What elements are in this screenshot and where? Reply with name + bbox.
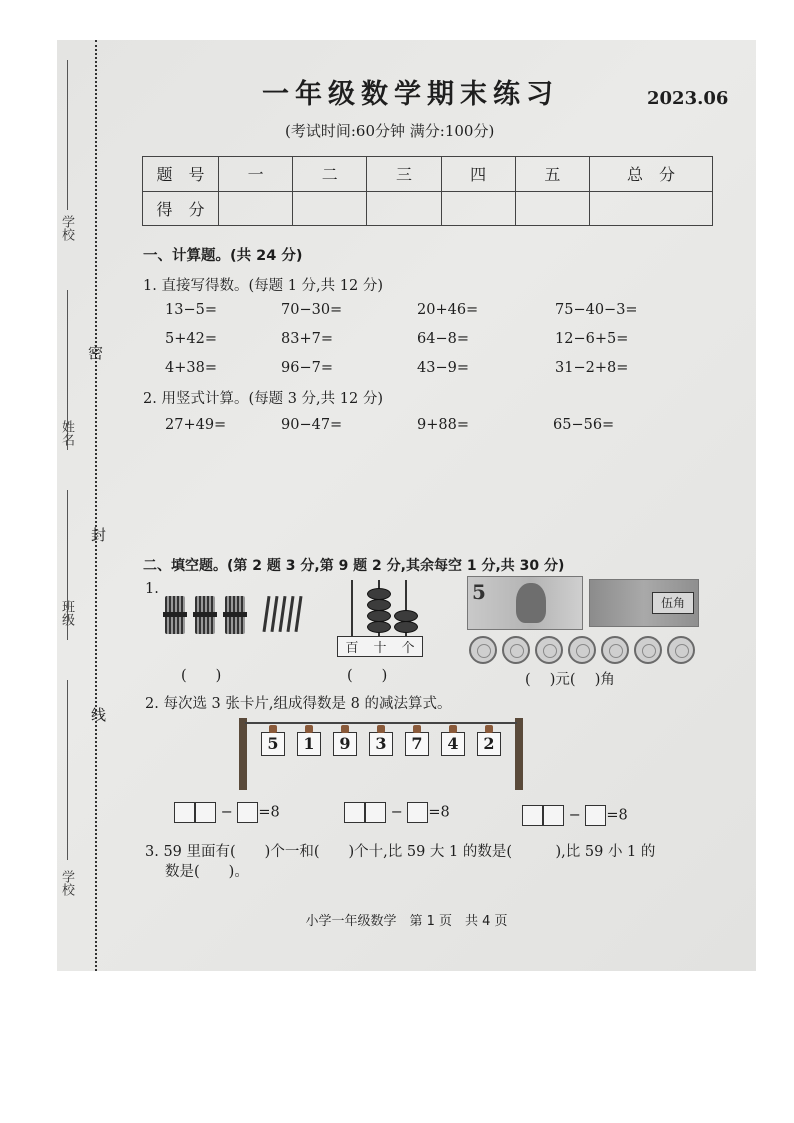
- coins-row: [469, 636, 695, 666]
- score-header-cell: 一: [219, 157, 293, 192]
- section2-q3-line2: 数是( )。: [165, 864, 249, 880]
- margin-field-label: 班级: [59, 600, 74, 626]
- score-input-cell[interactable]: [367, 191, 441, 226]
- calc-item: 64−8=: [417, 331, 469, 347]
- number-card[interactable]: 3: [369, 732, 393, 756]
- subtraction-equation: [174, 802, 280, 823]
- card-row: [261, 732, 511, 756]
- exam-sheet: [57, 40, 756, 971]
- digit-box[interactable]: [365, 802, 386, 823]
- stick-bundle: [165, 596, 185, 634]
- calc-item: 96−7=: [281, 360, 333, 376]
- coin-icon: [469, 636, 497, 664]
- loose-stick: [287, 596, 295, 632]
- seal-char-feng: 封: [91, 526, 107, 544]
- number-card[interactable]: 4: [441, 732, 465, 756]
- calc-item: 70−30=: [281, 302, 343, 318]
- banknote-5-jiao: [589, 579, 699, 627]
- calc-item: 31−2+8=: [555, 360, 629, 376]
- calc-item: 75−40−3=: [555, 302, 638, 318]
- abacus-label-ones: 个: [401, 641, 415, 656]
- answer-blank-abacus[interactable]: ( ): [347, 668, 388, 684]
- counting-sticks-figure: [165, 596, 305, 636]
- number-card[interactable]: 5: [261, 732, 285, 756]
- coin-icon: [634, 636, 662, 664]
- digit-box[interactable]: [344, 802, 365, 823]
- coin-icon: [568, 636, 596, 664]
- score-input-cell[interactable]: [219, 191, 293, 226]
- coin-icon: [667, 636, 695, 664]
- score-table-input-row: [143, 191, 713, 226]
- calc-item: 5+42=: [165, 331, 217, 347]
- calc-item: 4+38=: [165, 360, 217, 376]
- margin-field-label: 学校: [59, 215, 74, 241]
- coin-icon: [535, 636, 563, 664]
- coin-icon: [601, 636, 629, 664]
- seal-char-mi: 密: [88, 344, 104, 362]
- score-header-cell: 三: [367, 157, 441, 192]
- digit-box[interactable]: [543, 805, 564, 826]
- coin-icon: [502, 636, 530, 664]
- card-post: [239, 718, 247, 790]
- loose-stick: [271, 596, 279, 632]
- score-input-cell[interactable]: [515, 191, 589, 226]
- score-header-cell: 四: [441, 157, 515, 192]
- minus-sign: −: [390, 804, 403, 821]
- vertical-calc-item: 27+49=: [165, 417, 227, 433]
- answer-blank-money[interactable]: ( )元( )角: [525, 672, 615, 688]
- score-table: [142, 156, 713, 226]
- digit-box[interactable]: [195, 802, 216, 823]
- loose-stick: [279, 596, 287, 632]
- calc-item: 83+7=: [281, 331, 333, 347]
- section2-q1-label: 1.: [145, 581, 159, 597]
- card-string: [245, 722, 517, 724]
- margin-field-label: 姓名: [59, 420, 74, 446]
- score-input-cell[interactable]: [441, 191, 515, 226]
- equals-eight: =8: [606, 807, 628, 824]
- equals-eight: =8: [428, 804, 450, 821]
- margin-rule: [67, 680, 68, 860]
- abacus-base: [337, 636, 423, 657]
- section1-heading: 一、计算题。(共 24 分): [143, 248, 303, 264]
- abacus-rod: [351, 580, 353, 638]
- banknote-value: 伍角: [652, 592, 694, 614]
- abacus-bead: [394, 621, 418, 633]
- vertical-calc-item: 90−47=: [281, 417, 343, 433]
- vertical-calc-item: 65−56=: [553, 417, 615, 433]
- answer-blank-sticks[interactable]: ( ): [181, 668, 222, 684]
- calc-item: 12−6+5=: [555, 331, 629, 347]
- calc-item: 43−9=: [417, 360, 469, 376]
- margin-field-label: 学校: [59, 870, 74, 896]
- digit-box[interactable]: [522, 805, 543, 826]
- minus-sign: −: [220, 804, 233, 821]
- digit-box[interactable]: [585, 805, 606, 826]
- banknote-5-yuan: [467, 576, 583, 630]
- stick-bundle: [225, 596, 245, 634]
- subtraction-equation: [522, 805, 628, 826]
- loose-stick: [263, 596, 271, 632]
- loose-stick: [295, 596, 303, 632]
- calc-item: 13−5=: [165, 302, 217, 318]
- exam-date: 2023.06: [647, 88, 729, 109]
- abacus-label-hundreds: 百: [345, 641, 359, 656]
- number-cards-figure: [237, 714, 527, 794]
- number-card[interactable]: 1: [297, 732, 321, 756]
- seal-char-xian: 线: [91, 706, 107, 724]
- abacus-label-tens: 十: [373, 641, 387, 656]
- number-card[interactable]: 2: [477, 732, 501, 756]
- calc-item: 20+46=: [417, 302, 479, 318]
- digit-box[interactable]: [237, 802, 258, 823]
- score-header-cell: 二: [293, 157, 367, 192]
- score-header-cell: 五: [515, 157, 589, 192]
- section2-heading: 二、填空题。(第 2 题 3 分,第 9 题 2 分,其余每空 1 分,共 30 分): [143, 558, 565, 574]
- vertical-calc-item: 9+88=: [417, 417, 469, 433]
- section2-q2-label: 2. 每次选 3 张卡片,组成得数是 8 的减法算式。: [145, 696, 452, 712]
- equals-eight: =8: [258, 804, 280, 821]
- card-post: [515, 718, 523, 790]
- banknote-value: 5: [472, 580, 486, 604]
- score-header-cell: 题 号: [143, 157, 219, 192]
- minus-sign: −: [568, 807, 581, 824]
- abacus-figure: [337, 576, 423, 660]
- section1-q2-label: 2. 用竖式计算。(每题 3 分,共 12 分): [143, 391, 383, 407]
- score-row-label: 得 分: [143, 191, 219, 226]
- portrait-icon: [516, 583, 546, 623]
- score-table-header-row: [143, 157, 713, 192]
- margin-rule: [67, 60, 68, 210]
- number-card[interactable]: 9: [333, 732, 357, 756]
- binding-dotted-line: [95, 40, 97, 971]
- score-header-cell: 总 分: [590, 157, 713, 192]
- stick-bundle: [195, 596, 215, 634]
- abacus-bead: [367, 621, 391, 633]
- digit-box[interactable]: [407, 802, 428, 823]
- subtraction-equation: [344, 802, 450, 823]
- page-footer: 小学一年级数学 第 1 页 共 4 页: [305, 914, 508, 929]
- number-card[interactable]: 7: [405, 732, 429, 756]
- page-title: 一年级数学期末练习: [262, 79, 559, 110]
- section2-q3-line1: 3. 59 里面有( )个一和( )个十,比 59 大 1 的数是( ),比 59 小 1 的: [145, 844, 656, 860]
- section1-q1-label: 1. 直接写得数。(每题 1 分,共 12 分): [143, 278, 383, 294]
- score-input-cell[interactable]: [293, 191, 367, 226]
- exam-subtitle: (考试时间:60分钟 满分:100分): [285, 122, 495, 140]
- score-input-cell[interactable]: [590, 191, 713, 226]
- digit-box[interactable]: [174, 802, 195, 823]
